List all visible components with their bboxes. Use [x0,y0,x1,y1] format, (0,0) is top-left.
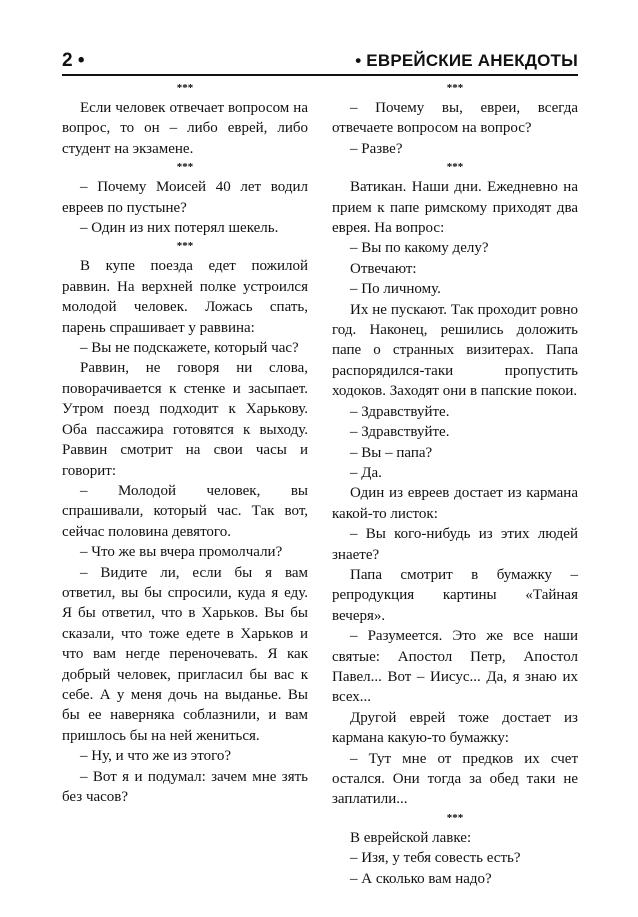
paragraph: – Один из них потерял шекель. [80,220,279,237]
paragraph: Ватикан. Наши дни. Ежедневно на прием к папе римскому приходят два еврея. На вопрос: [332,179,578,237]
page-header [62,50,578,76]
paragraph: Папа смотрит в бумажку – репродукция картины «Тайная вечеря». [332,566,578,624]
paragraph: – Молодой человек, вы спрашивали, который час. Так вот, сейчас половина девятого. [62,482,308,540]
paragraph: В еврейской лавке: [350,829,472,846]
paragraph: – Вы по какому делу? [350,240,489,257]
paragraph: – Что же вы вчера промолчали? [80,544,283,561]
paragraph: – Тут мне от предков их счет остался. Они тогда за обед таки не заплатили... [332,750,578,808]
paragraph: – По личному. [350,281,441,298]
paragraph: – Вы кого-нибудь из этих людей знаете? [332,526,578,563]
separator-stars: *** [446,161,464,174]
paragraph: Если человек отвечает вопросом на вопрос, то он – либо еврей, либо студент на экзамене. [62,100,308,157]
page-number: 2 • [62,50,85,71]
paragraph: Другой еврей тоже достает из кармана какую-то бумажку: [332,709,578,747]
paragraph: – Здравствуйте. [350,403,450,420]
paragraph: – Здравствуйте. [350,424,450,441]
paragraph: – Вы – папа? [350,444,433,461]
paragraph: – Ну, и что же из этого? [80,748,232,765]
paragraph: – Изя, у тебя совесть есть? [350,850,521,867]
paragraph: – Вы не подскажете, который час? [80,340,299,357]
paragraph: В купе поезда едет пожилой раввин. На верхней полке устроился молодой человек. Ложась спать, парень спрашивает у раввина: [62,258,308,336]
paragraph: – Да. [350,464,382,481]
running-title: • ЕВРЕЙСКИЕ АНЕКДОТЫ [355,51,578,70]
paragraph: – Почему Моисей 40 лет водил евреев по пустыне? [62,179,308,216]
paragraph: Один из евреев достает из кармана какой-то листок: [332,485,578,522]
paragraph: Их не пускают. Так проходит ровно год. Наконец, решились доложить папе о странных визитерах. Папа распорядился-таки пропустить ходоков. Заходят они в папские покои. [332,301,578,400]
separator-stars: *** [446,82,464,94]
left-column [62,80,308,807]
separator-stars: *** [176,240,194,253]
separator-stars: *** [176,82,194,94]
separator-stars: *** [176,161,194,174]
paragraph: Раввин, не говоря ни слова, поворачивается к стенке и засыпает. Утром поезд подходит к Харькову. Оба пассажира готовятся к выходу. Раввин смотрит на свои часы и говорит: [62,360,308,479]
paragraph: – Разве? [350,140,403,157]
paragraph: – Вот я и подумал: зачем мне зять без часов? [62,768,308,805]
paragraph: – Почему вы, евреи, всегда отвечаете вопросом на вопрос? [332,100,578,137]
paragraph: Отвечают: [350,260,417,277]
paragraph: – Разумеется. Это же все наши святые: Апостол Петр, Апостол Павел... Вот – Иисус... Да, я знаю их всех... [332,628,578,706]
paragraph: – Видите ли, если бы я вам ответил, вы бы спросили, куда я еду. Я бы ответил, что в Харьков. Вы бы сказали, что тоже едете в Харьков и что вам негде переночевать. Я как добрый человек, пригласил бы вас к себе. А у меня дочь на выданье. Вы бы ее наверняка соблазнили, и вам пришлось бы на ней жениться. [62,564,308,744]
paragraph: – А сколько вам надо? [350,870,492,887]
separator-stars: *** [446,811,464,824]
right-column [332,80,578,889]
